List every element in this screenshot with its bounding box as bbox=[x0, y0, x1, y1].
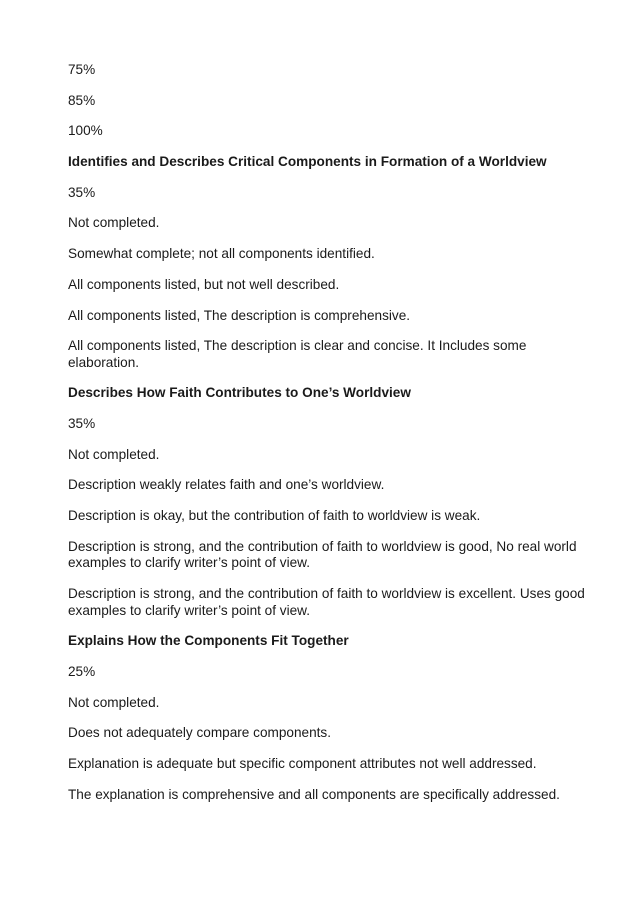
paragraph: The explanation is comprehensive and all components are specifically addressed. bbox=[68, 786, 560, 802]
section-heading: Describes How Faith Contributes to One’s Worldview bbox=[68, 385, 411, 401]
paragraph: 100% bbox=[68, 123, 103, 139]
paragraph: Does not adequately compare components. bbox=[68, 725, 331, 741]
paragraph: 35% bbox=[68, 416, 96, 432]
paragraph: All components listed, The description is comprehensive. bbox=[68, 307, 411, 323]
section-heading: Identifies and Describes Critical Components in Formation of a Worldview bbox=[68, 154, 547, 170]
paragraph: 35% bbox=[68, 184, 96, 200]
paragraph: Not completed. bbox=[68, 446, 160, 462]
paragraph: 75% bbox=[68, 62, 96, 77]
paragraph: 25% bbox=[68, 663, 96, 679]
paragraph: 85% bbox=[68, 92, 96, 108]
paragraph: Description is strong, and the contribution of faith to worldview is good, No real world examples to clarify writer’s point of view. bbox=[68, 538, 577, 571]
paragraph: All components listed, but not well described. bbox=[68, 276, 340, 292]
paragraph: Not completed. bbox=[68, 215, 160, 231]
paragraph: All components listed, The description is clear and concise. It Includes some elaboration. bbox=[68, 338, 527, 370]
paragraph: Not completed. bbox=[68, 694, 160, 710]
document-page bbox=[68, 62, 598, 817]
paragraph: Somewhat complete; not all components identified. bbox=[68, 246, 375, 262]
paragraph: Description is okay, but the contribution of faith to worldview is weak. bbox=[68, 508, 481, 524]
paragraph: Description weakly relates faith and one’s worldview. bbox=[68, 477, 385, 493]
paragraph: Explanation is adequate but specific component attributes not well addressed. bbox=[68, 755, 537, 771]
paragraph: Description is strong, and the contribution of faith to worldview is excellent. Uses good examples to clarify writer’s point of view. bbox=[68, 586, 585, 618]
section-heading: Explains How the Components Fit Together bbox=[68, 633, 349, 649]
